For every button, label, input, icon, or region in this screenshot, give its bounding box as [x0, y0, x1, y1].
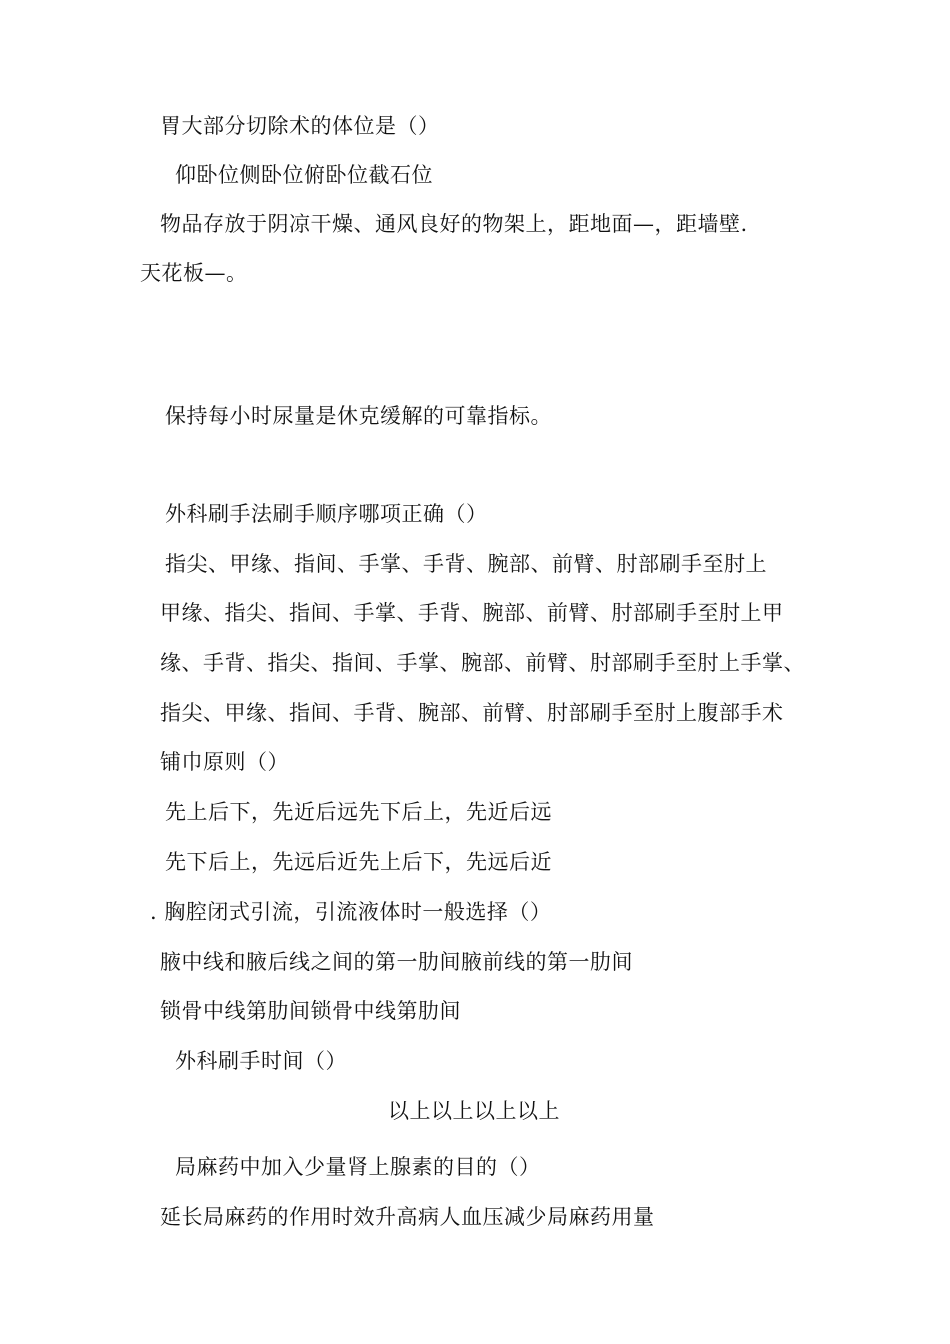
question-stomach-position: 胃大部分切除术的体位是（）: [160, 114, 440, 138]
options-epinephrine-purpose: 延长局麻药的作用时效升高病人血压减少局麻药用量: [160, 1205, 655, 1229]
question-drape-principle: 铺巾原则（）: [160, 750, 289, 774]
question-chest-drainage: . 胸腔闭式引流，引流液体时一般选择（）: [150, 900, 552, 924]
options-chest-drainage-1: 腋中线和腋后线之间的第一肋间腋前线的第一肋间: [160, 950, 633, 974]
option-scrub-order-1: 指尖、甲缘、指间、手掌、手背、腕部、前臂、肘部刷手至肘上: [165, 552, 767, 576]
option-scrub-order-3: 缘、手背、指尖、指间、手掌、腕部、前臂、肘部刷手至肘上手掌、: [160, 651, 805, 675]
question-scrub-order: 外科刷手法刷手顺序哪项正确（）: [165, 502, 488, 526]
text-storage-rule-cont: 天花板—。: [140, 261, 248, 285]
options-drape-principle-2: 先下后上，先远后近先上后下，先远后近: [165, 850, 552, 874]
option-scrub-order-4: 指尖、甲缘、指间、手背、腕部、前臂、肘部刷手至肘上腹部手术: [160, 701, 784, 725]
question-scrub-time: 外科刷手时间（）: [175, 1049, 347, 1073]
option-scrub-order-2: 甲缘、指尖、指间、手掌、手背、腕部、前臂、肘部刷手至肘上甲: [160, 601, 784, 625]
question-epinephrine-purpose: 局麻药中加入少量肾上腺素的目的（）: [175, 1155, 541, 1179]
text-urine-indicator: 保持每小时尿量是休克缓解的可靠指标。: [165, 404, 552, 428]
options-chest-drainage-2: 锁骨中线第肋间锁骨中线第肋间: [160, 999, 461, 1023]
text-storage-rule: 物品存放于阴凉干燥、通风良好的物架上，距地面—，距墙壁.: [160, 212, 748, 236]
options-scrub-time: 以上以上以上以上: [388, 1099, 560, 1123]
options-drape-principle-1: 先上后下，先近后远先下后上，先近后远: [165, 800, 552, 824]
options-stomach-position: 仰卧位侧卧位俯卧位截石位: [175, 163, 433, 187]
